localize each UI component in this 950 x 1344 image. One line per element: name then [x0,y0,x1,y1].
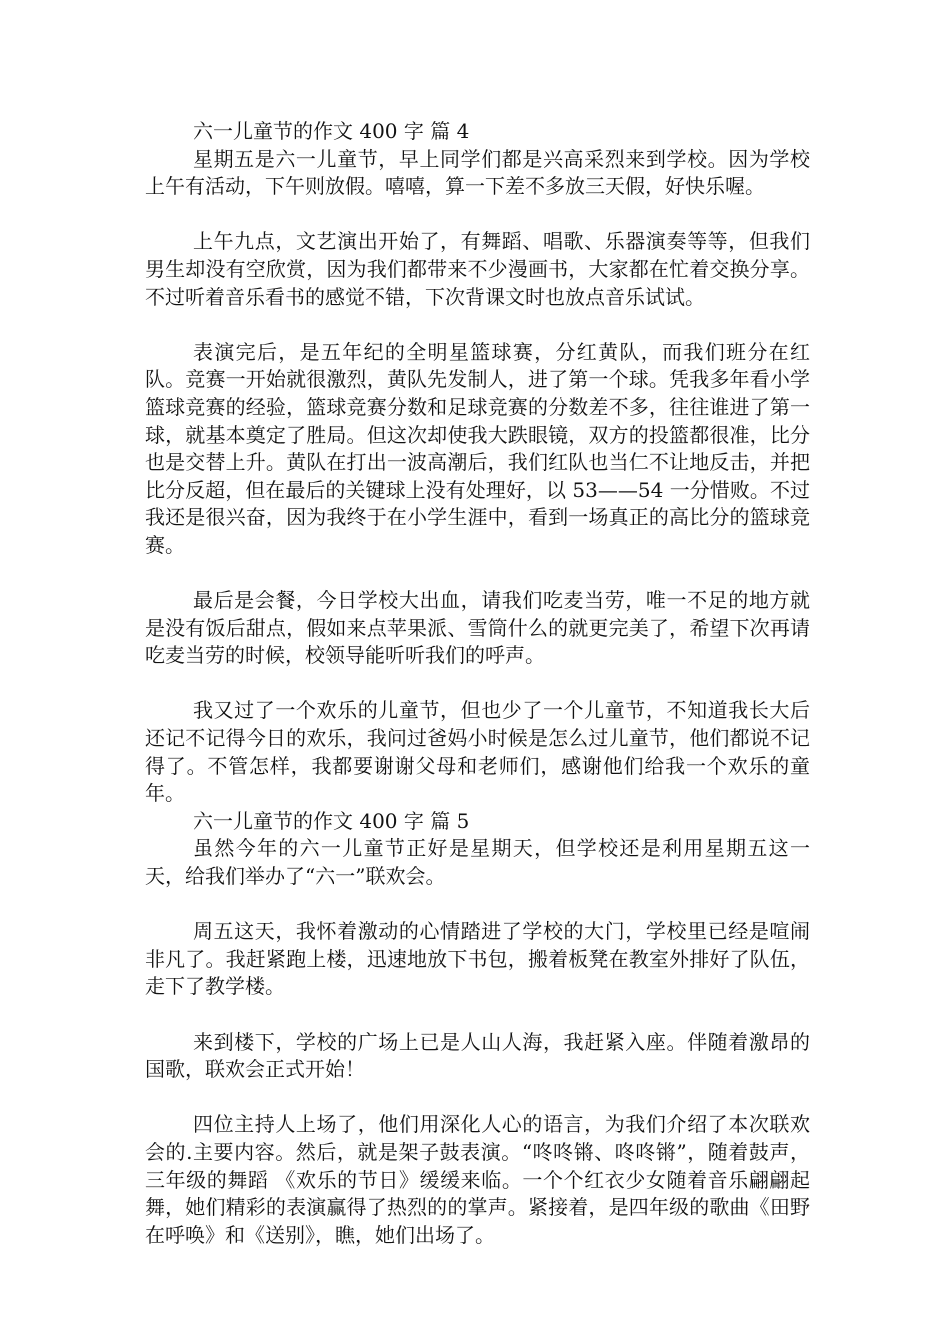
paragraph-spacer [145,1001,810,1029]
paragraph-spacer [145,560,810,588]
section-4-paragraph-4: 最后是会餐，今日学校大出血，请我们吃麦当劳，唯一不足的地方就是没有饭后甜点，假如来点苹果派、雪筒什么的就更完美了，希望下次再请吃麦当劳的时候，校领导能听听我们的呼声。 [145,588,810,668]
section-4-paragraph-1: 星期五是六一儿童节，早上同学们都是兴高采烈来到学校。因为学校上午有活动，下午则放假。嘻嘻，算一下差不多放三天假，好快乐喔。 [145,146,810,199]
section-5-heading: 六一儿童节的作文 400 字 篇 5 [193,808,470,833]
paragraph-spacer [145,670,810,698]
section-5-paragraph-3: 来到楼下，学校的广场上已是人山人海，我赶紧入座。伴随着激昂的国歌，联欢会正式开始！ [145,1029,810,1082]
section-5-paragraph-4: 四位主持人上场了，他们用深化人心的语言，为我们介绍了本次联欢会的.主要内容。然后，就是架子鼓表演。“咚咚锵、咚咚锵”，随着鼓声，三年级的舞蹈 《欢乐的节日》缓缓来临。一个个红衣少女随着音乐翩翩起舞，她们精彩的表演赢得了热烈的的掌声。紧接着，是四年级的歌曲《田野在呼唤》和《送别》，瞧，她们出场了。 [145,1112,810,1247]
document-page [145,118,810,1249]
paragraph-spacer [145,1084,810,1112]
paragraph-spacer [145,201,810,229]
section-4-paragraph-3: 表演完后，是五年纪的全明星篮球赛，分红黄队，而我们班分在红队。竞赛一开始就很激烈，黄队先发制人，进了第一个球。凭我多年看小学篮球竞赛的经验，篮球竞赛分数和足球竞赛的分数差不多，往往谁进了第一球，就基本奠定了胜局。但这次却使我大跌眼镜，双方的投篮都很准，比分也是交替上升。黄队在打出一波高潮后，我们红队也当仁不让地反击，并把比分反超，但在最后的关键球上没有处理好，以 53——54 一分惜败。不过我还是很兴奋，因为我终于在小学生涯中，看到一场真正的高比分的篮球竞赛。 [145,339,810,557]
section-4-paragraph-5: 我又过了一个欢乐的儿童节，但也少了一个儿童节，不知道我长大后还记不记得今日的欢乐，我问过爸妈小时候是怎么过儿童节，他们都说不记得了。不管怎样，我都要谢谢父母和老师们，感谢他们给我一个欢乐的童年。 [145,698,810,806]
paragraph-spacer [145,891,810,919]
section-4-heading: 六一儿童节的作文 400 字 篇 4 [193,119,470,143]
section-5-paragraph-2: 周五这天，我怀着激动的心情踏进了学校的大门，学校里已经是喧闹非凡了。我赶紧跑上楼，迅速地放下书包，搬着板凳在教室外排好了队伍，走下了教学楼。 [145,919,810,999]
section-5-paragraph-1: 虽然今年的六一儿童节正好是星期天，但学校还是利用星期五这一天，给我们举办了“六一”联欢会。 [145,836,810,889]
section-4-paragraph-2: 上午九点，文艺演出开始了，有舞蹈、唱歌、乐器演奏等等，但我们男生却没有空欣赏，因为我们都带来不少漫画书，大家都在忙着交换分享。不过听着音乐看书的感觉不错，下次背课文时也放点音乐试试。 [145,229,810,309]
paragraph-spacer [145,311,810,339]
